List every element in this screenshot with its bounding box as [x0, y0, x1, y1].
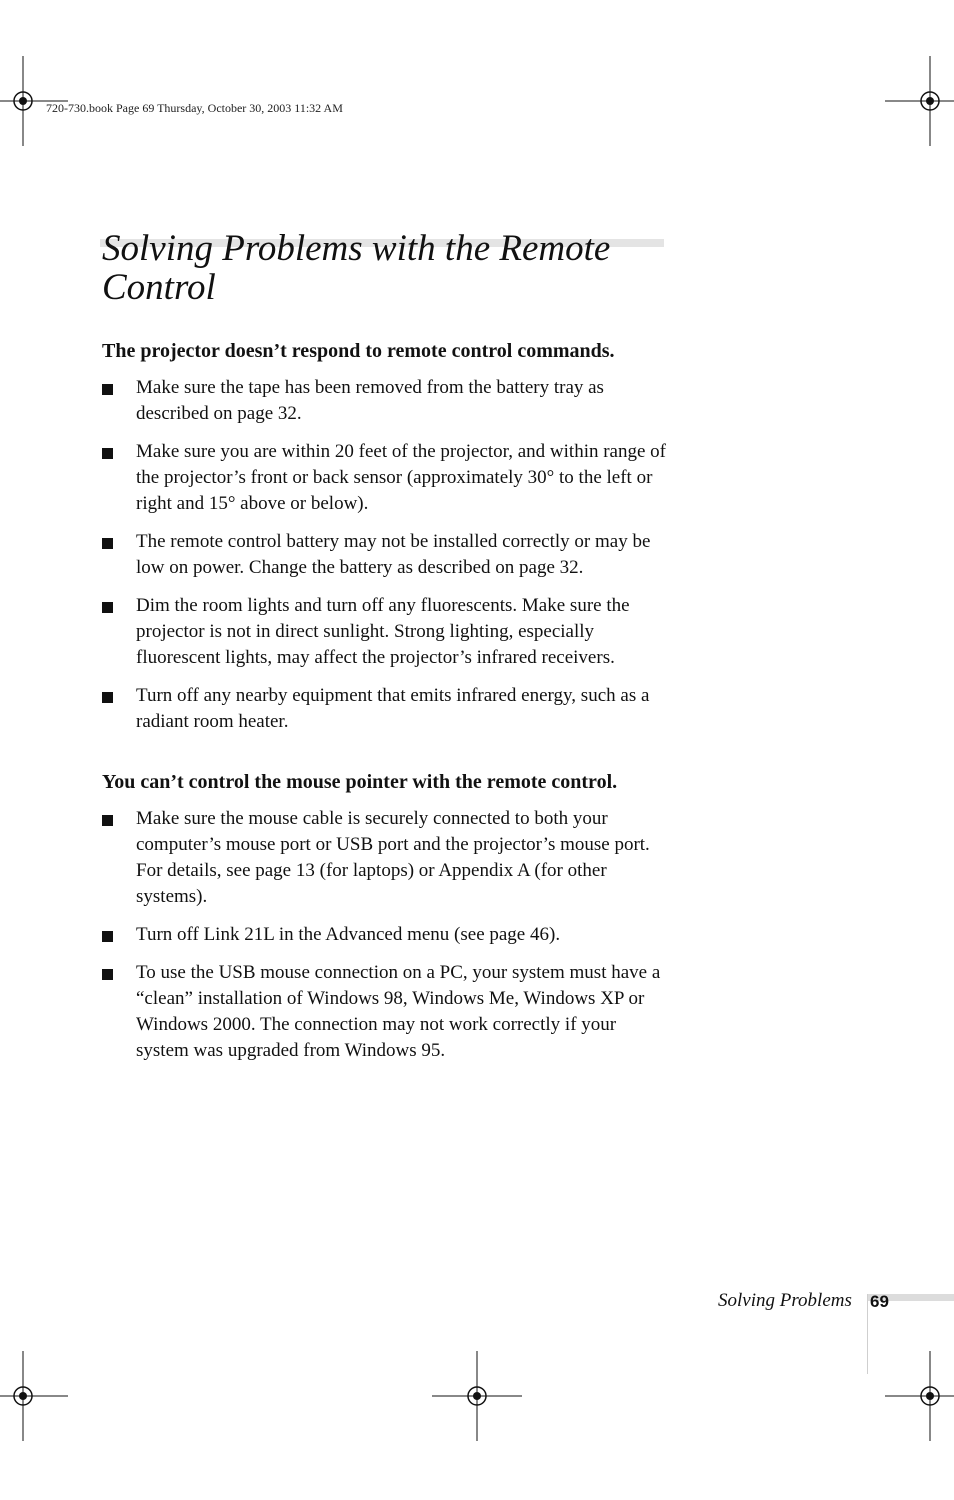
square-bullet-icon [102, 448, 113, 459]
list-item-text: Dim the room lights and turn off any fluorescents. Make sure the projector is not in direct sunlight. Strong lighting, especially fluorescent lights, may affect the projector’s infrared receivers. [136, 595, 630, 668]
square-bullet-icon [102, 602, 113, 613]
square-bullet-icon [102, 692, 113, 703]
registration-mark-bottom-right-icon [885, 1351, 954, 1441]
list-item-text: Make sure the tape has been removed from the battery tray as described on page 32. [136, 377, 604, 424]
list-item [102, 683, 670, 735]
bullet-list [102, 375, 670, 735]
footer-divider [867, 1294, 868, 1374]
footer-section-label: Solving Problems [718, 1290, 852, 1311]
list-item [102, 922, 670, 948]
list-item [102, 439, 670, 517]
list-item-text: Turn off any nearby equipment that emits infrared energy, such as a radiant room heater. [136, 685, 650, 732]
list-item [102, 529, 670, 581]
list-item-text: The remote control battery may not be installed correctly or may be low on power. Change the battery as described on page 32. [136, 531, 651, 578]
square-bullet-icon [102, 931, 113, 942]
main-content [102, 338, 670, 1076]
section-remote-not-responding [102, 338, 670, 735]
square-bullet-icon [102, 969, 113, 980]
square-bullet-icon [102, 815, 113, 826]
section-mouse-pointer [102, 769, 670, 1064]
square-bullet-icon [102, 538, 113, 549]
list-item [102, 375, 670, 427]
bullet-list [102, 806, 670, 1064]
list-item-text: Make sure the mouse cable is securely connected to both your computer’s mouse port or USB port and the projector’s mouse port. For details, see page 13 (for laptops) or Appendix A (for other systems). [136, 808, 650, 907]
registration-mark-top-right-icon [885, 56, 954, 146]
section-heading: You can’t control the mouse pointer with the remote control. [102, 771, 618, 793]
registration-mark-bottom-left-icon [0, 1351, 68, 1441]
square-bullet-icon [102, 384, 113, 395]
list-item-text: To use the USB mouse connection on a PC, your system must have a “clean” installation of Windows 98, Windows Me, Windows XP or Windows 2000. The connection may not work correctly if your system was upgraded from Windows 95. [136, 962, 661, 1061]
page-number: 69 [870, 1292, 889, 1311]
print-slug: 720-730.book Page 69 Thursday, October 30, 2003 11:32 AM [46, 101, 343, 115]
registration-mark-bottom-center-icon [432, 1351, 522, 1441]
list-item [102, 960, 670, 1064]
page-title: Solving Problems with the Remote Control [102, 228, 611, 308]
list-item-text: Make sure you are within 20 feet of the projector, and within range of the projector’s front or back sensor (approximately 30° to the left or right and 15° above or below). [136, 441, 667, 514]
list-item [102, 806, 670, 910]
list-item-text: Turn off Link 21L in the Advanced menu (see page 46). [136, 924, 561, 945]
section-heading: The projector doesn’t respond to remote control commands. [102, 340, 615, 362]
list-item [102, 593, 670, 671]
